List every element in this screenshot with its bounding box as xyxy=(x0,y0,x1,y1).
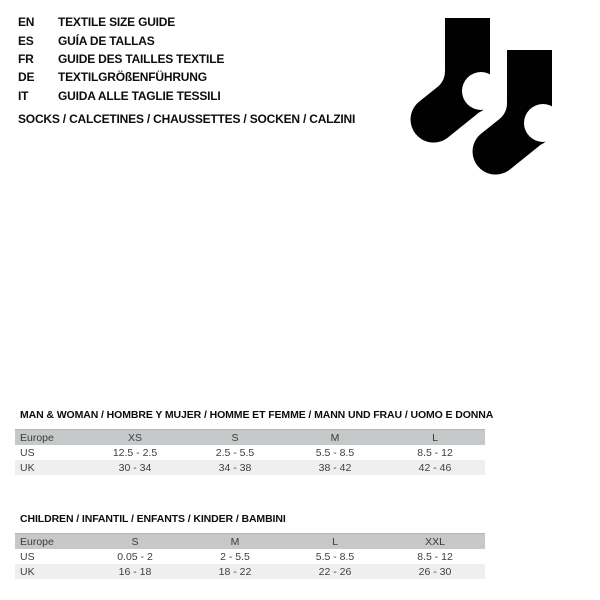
category-heading: SOCKS / CALCETINES / CHAUSSETTES / SOCKEN / CALZINI xyxy=(18,112,356,126)
header-cell-region: Europe xyxy=(20,535,54,548)
size-value: 18 - 22 xyxy=(218,565,252,578)
size-value: 8.5 - 12 xyxy=(417,550,453,563)
language-label: TEXTILGRÖßENFÜHRUNG xyxy=(58,70,207,85)
language-label: GUÍA DE TALLAS xyxy=(58,33,155,48)
header-cell-size: XS xyxy=(127,431,142,444)
table-title-children: CHILDREN / INFANTIL / ENFANTS / KINDER / BAMBINI xyxy=(20,513,286,525)
sock-back xyxy=(411,18,500,143)
size-value: 22 - 26 xyxy=(318,565,352,578)
table-title-adult: MAN & WOMAN / HOMBRE Y MUJER / HOMME ET FEMME / MANN UND FRAU / UOMO E DONNA xyxy=(20,409,494,421)
header-cell-size: M xyxy=(330,431,340,444)
size-value: 38 - 42 xyxy=(318,461,352,474)
size-table-adult xyxy=(15,409,494,475)
header-cell-size: XXL xyxy=(425,535,445,548)
size-value: 2 - 5.5 xyxy=(220,550,250,563)
language-row-fr xyxy=(18,50,224,68)
header-cell-size: S xyxy=(131,535,139,548)
language-code: DE xyxy=(18,70,35,85)
size-value: 8.5 - 12 xyxy=(417,446,453,459)
table-header-row xyxy=(15,429,485,445)
size-value: 2.5 - 5.5 xyxy=(215,446,255,459)
header-cell-size: S xyxy=(231,431,239,444)
language-row-en xyxy=(18,13,224,31)
size-value: 42 - 46 xyxy=(418,461,452,474)
size-table-children xyxy=(15,513,485,579)
row-label: UK xyxy=(20,461,35,474)
language-label: TEXTILE SIZE GUIDE xyxy=(58,15,176,30)
language-legend xyxy=(18,13,224,105)
language-code: FR xyxy=(18,51,34,66)
header-cell-region: Europe xyxy=(20,431,54,444)
language-row-es xyxy=(18,31,224,49)
row-label: US xyxy=(20,550,35,563)
table-row-uk xyxy=(15,460,485,475)
header-cell-size: M xyxy=(230,535,240,548)
size-value: 0.05 - 2 xyxy=(117,550,153,563)
language-code: IT xyxy=(18,88,29,103)
language-label: GUIDE DES TAILLES TEXTILE xyxy=(58,51,225,66)
header-cell-size: L xyxy=(332,535,338,548)
table-row-us xyxy=(15,445,485,460)
language-row-de xyxy=(18,68,224,86)
size-value: 16 - 18 xyxy=(118,565,152,578)
language-code: EN xyxy=(18,15,35,30)
size-value: 12.5 - 2.5 xyxy=(112,446,158,459)
table-header-row xyxy=(15,533,485,549)
language-row-it xyxy=(18,87,224,105)
size-value: 34 - 38 xyxy=(218,461,252,474)
size-value: 5.5 - 8.5 xyxy=(315,446,355,459)
size-value: 26 - 30 xyxy=(418,565,452,578)
row-label: US xyxy=(20,446,35,459)
size-value: 5.5 - 8.5 xyxy=(315,550,355,563)
socks-icon xyxy=(409,18,563,176)
row-label: UK xyxy=(20,565,35,578)
language-code: ES xyxy=(18,33,34,48)
table-row-us xyxy=(15,549,485,564)
header-cell-size: L xyxy=(432,431,438,444)
size-value: 30 - 34 xyxy=(118,461,152,474)
language-label: GUIDA ALLE TAGLIE TESSILI xyxy=(58,88,221,103)
table-row-uk xyxy=(15,564,485,579)
